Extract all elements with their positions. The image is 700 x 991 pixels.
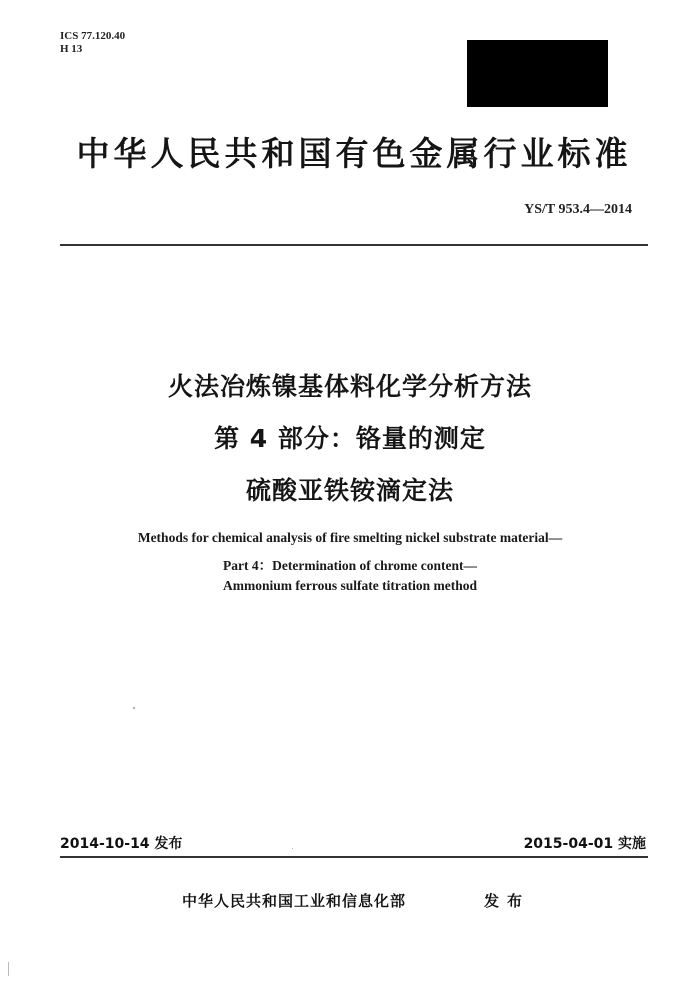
ics-code: ICS 77.120.40 <box>60 30 126 42</box>
chinese-title-line-3: 硫酸亚铁铵滴定法 <box>245 476 454 505</box>
scan-speck <box>133 707 135 709</box>
standard-number: YS/T 953.4—2014 <box>524 202 632 217</box>
chinese-title-line-2: 第 4 部分：铬量的测定 <box>214 424 486 453</box>
english-title-line-2: Part 4：Determination of chrome content— <box>223 558 477 573</box>
english-title-line-1: Methods for chemical analysis of fire smelting nickel substrate material— <box>137 530 563 545</box>
issue-date: 2014-10-14 发布 <box>60 836 183 852</box>
issue-label: 发布 <box>484 892 531 910</box>
scan-speck <box>292 848 293 849</box>
industry-standard-title: 中华人民共和国有色金属行业标准 <box>76 134 632 173</box>
english-title-line-3: Ammonium ferrous sulfate titration method <box>223 578 477 593</box>
header-divider <box>60 244 648 246</box>
publisher: 中华人民共和国工业和信息化部 <box>182 892 407 910</box>
scan-edge-mark <box>8 962 9 976</box>
chinese-title-line-1: 火法冶炼镍基体料化学分析方法 <box>167 372 532 401</box>
redacted-block <box>467 40 608 107</box>
footer-divider <box>60 856 648 858</box>
implementation-date: 2015-04-01 实施 <box>523 836 646 852</box>
ccs-code: H 13 <box>60 43 83 55</box>
classification-codes <box>60 30 125 56</box>
